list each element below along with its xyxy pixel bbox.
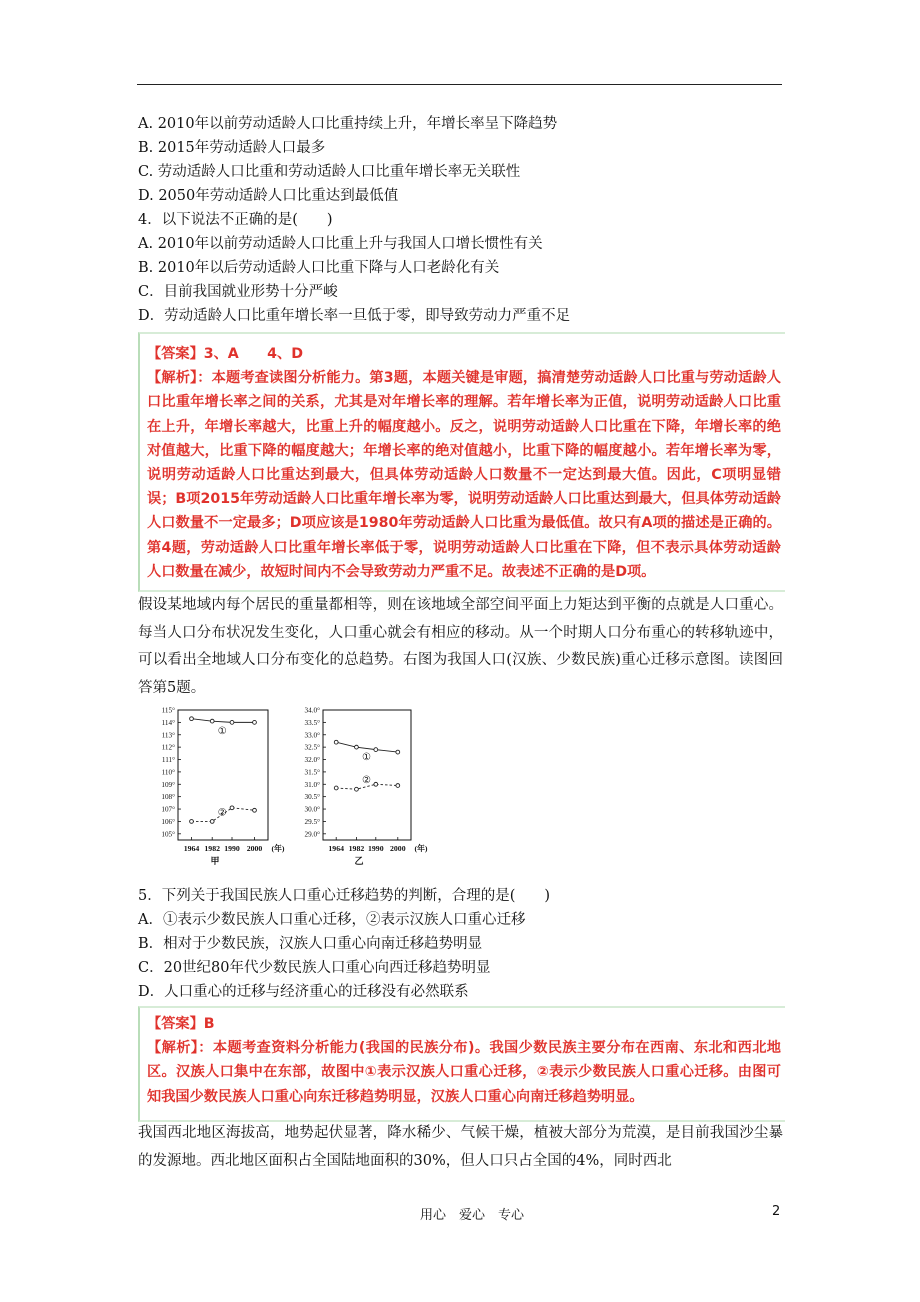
q4-option-d: D．劳动适龄人口比重年增长率一旦低于零，即导致劳动力严重不足: [138, 308, 571, 324]
data-point: [190, 717, 194, 721]
y-tick-label: 112°: [161, 743, 175, 752]
chart-caption: 乙: [354, 856, 364, 866]
q5-option-d: D．人口重心的迁移与经济重心的迁移没有必然联系: [138, 984, 469, 1000]
q4-option-b: B. 2010年以后劳动适龄人口比重下降与人口老龄化有关: [138, 260, 500, 276]
data-point: [253, 720, 257, 724]
q3-option-c: C. 劳动适龄人口比重和劳动适龄人口比重年增长率无关联性: [138, 164, 521, 180]
data-point: [374, 748, 378, 752]
data-point: [210, 719, 214, 723]
y-tick-label: 33.5°: [304, 718, 320, 727]
y-tick-label: 30.5°: [304, 793, 320, 802]
answer-label: 【答案】3、A 4、D: [147, 346, 304, 362]
chart-yi: [305, 707, 428, 867]
y-tick-label: 111°: [161, 756, 175, 765]
y-tick-label: 31.5°: [304, 768, 320, 777]
answer-label: 【答案】B: [147, 1016, 215, 1032]
y-tick-label: 115°: [161, 706, 175, 715]
chart-jia: [161, 707, 285, 867]
q5-stem: 5．下列关于我国民族人口重心迁移趋势的判断，合理的是( ): [138, 888, 551, 904]
y-tick-label: 29.5°: [304, 817, 320, 826]
q3-option-d: D. 2050年劳动适龄人口比重达到最低值: [138, 188, 399, 204]
data-point: [396, 750, 400, 754]
x-tick-label: 1990: [368, 844, 384, 853]
y-tick-label: 34.0°: [304, 706, 320, 715]
y-tick-label: 30.0°: [304, 805, 320, 814]
series-line-1: [336, 742, 398, 752]
q3-option-b: B. 2015年劳动适龄人口最多: [138, 140, 326, 156]
data-point: [396, 784, 400, 788]
data-point: [374, 782, 378, 786]
y-tick-label: 113°: [161, 731, 175, 740]
series-line-1: [192, 719, 255, 723]
answer-analysis: 【解析】：本题考查读图分析能力。第3题，本题关键是审题，搞清楚劳动适龄人口比重与劳动适龄人口比重年增长率之间的关系，尤其是对年增长率的理解。若年增长率为正值，说明劳动适龄人口比重在上升，年增长率越大，比重上升的幅度越小。反之，说明劳动适龄人口比重在下降，年增长率的绝对值越大，比重下降的幅度越大；年增长率的绝对值越小，比重下降的幅度越小。若年增长率为零，说明劳动适龄人口比重达到最大，但具体劳动适龄人口数量不一定达到最大值。因此，C项明显错误；B项2015年劳动适龄人口比重年增长率为零，说明劳动适龄人口比重达到最大，但具体劳动适龄人口数量不一定最多；D项应该是1980年劳动适龄人口比重为最低值。故只有A项的描述是正确的。第4题，劳动适龄人口比重年增长率低于零，说明劳动适龄人口比重在下降，但不表示具体劳动适龄人口数量在减少，故短时间内不会导致劳动力严重不足。故表述不正确的是D项。: [147, 370, 781, 580]
answer-box-q3-q4: [138, 332, 785, 592]
data-point: [334, 786, 338, 790]
q4-stem: 4．以下说法不正确的是( ): [138, 212, 333, 228]
y-tick-label: 109°: [161, 780, 175, 789]
x-tick-label: 1964: [183, 844, 200, 853]
footer-motto: 用心 爱心 专心: [420, 1208, 525, 1223]
x-tick-label: 1982: [204, 844, 220, 853]
q5-option-a: A．①表示少数民族人口重心迁移，②表示汉族人口重心迁移: [138, 912, 526, 928]
x-tick-label: 2000: [246, 844, 263, 853]
chart-caption: 甲: [210, 856, 220, 866]
answer-analysis: 【解析】：本题考查资料分析能力(我国的民族分布)。我国少数民族主要分布在西南、东北和西北地区。汉族人口集中在东部，故图中①表示汉族人口重心迁移，②表示少数民族人口重心迁移。由图可知我国少数民族人口重心向东迁移趋势明显，汉族人口重心向南迁移趋势明显。: [147, 1040, 781, 1105]
tail-paragraph: 我国西北地区海拔高，地势起伏显著，降水稀少、气候干燥，植被大部分为荒漠，是目前我国沙尘暴的发源地。西北地区面积占全国陆地面积的30%，但人口只占全国的4%，同时西北: [138, 1125, 783, 1169]
series-label: ②: [361, 775, 371, 787]
answer-box-q5: [138, 1006, 785, 1122]
x-unit-label: (年): [271, 844, 285, 853]
series-label: ①: [361, 752, 371, 764]
data-point: [230, 806, 234, 810]
y-tick-label: 31.0°: [304, 780, 320, 789]
y-tick-label: 110°: [161, 768, 175, 777]
data-point: [210, 820, 214, 824]
x-tick-label: 2000: [390, 844, 406, 853]
y-tick-label: 32.0°: [304, 756, 320, 765]
y-tick-label: 108°: [161, 793, 175, 802]
data-point: [253, 808, 257, 812]
data-point: [355, 787, 359, 791]
q4-option-c: C．目前我国就业形势十分严峻: [138, 284, 338, 300]
x-tick-label: 1982: [348, 844, 365, 853]
y-tick-label: 29.0°: [304, 830, 320, 839]
y-tick-label: 33.0°: [304, 731, 320, 740]
data-point: [334, 740, 338, 744]
intro-paragraph: 假设某地域内每个居民的重量都相等，则在该地域全部空间平面上力矩达到平衡的点就是人口重心。每当人口分布状况发生变化，人口重心就会有相应的移动。从一个时期人口分布重心的转移轨迹中，可以看出全地域人口分布变化的总趋势。右图为我国人口(汉族、少数民族)重心迁移示意图。读图回答第5题。: [138, 597, 783, 696]
series-label: ①: [217, 726, 227, 738]
data-point: [355, 745, 359, 749]
x-tick-label: 1964: [328, 844, 344, 853]
x-unit-label: (年): [414, 844, 428, 853]
series-label: ②: [217, 807, 227, 819]
page-number: 2: [772, 1204, 781, 1219]
q3-option-a: A. 2010年以前劳动适龄人口比重持续上升，年增长率呈下降趋势: [138, 116, 558, 132]
q4-option-a: A. 2010年以前劳动适龄人口比重上升与我国人口增长惯性有关: [138, 236, 543, 252]
y-tick-label: 32.5°: [304, 743, 320, 752]
y-tick-label: 106°: [161, 817, 175, 826]
data-point: [190, 820, 194, 824]
y-tick-label: 107°: [161, 805, 175, 814]
data-point: [230, 720, 234, 724]
x-tick-label: 1990: [224, 844, 240, 853]
q5-option-c: C．20世纪80年代少数民族人口重心向西迁移趋势明显: [138, 960, 491, 976]
y-tick-label: 114°: [161, 718, 175, 727]
header-rule: [137, 84, 782, 85]
chart-panels: [138, 700, 448, 875]
q5-option-b: B．相对于少数民族，汉族人口重心向南迁移趋势明显: [138, 936, 483, 952]
y-tick-label: 105°: [161, 830, 175, 839]
